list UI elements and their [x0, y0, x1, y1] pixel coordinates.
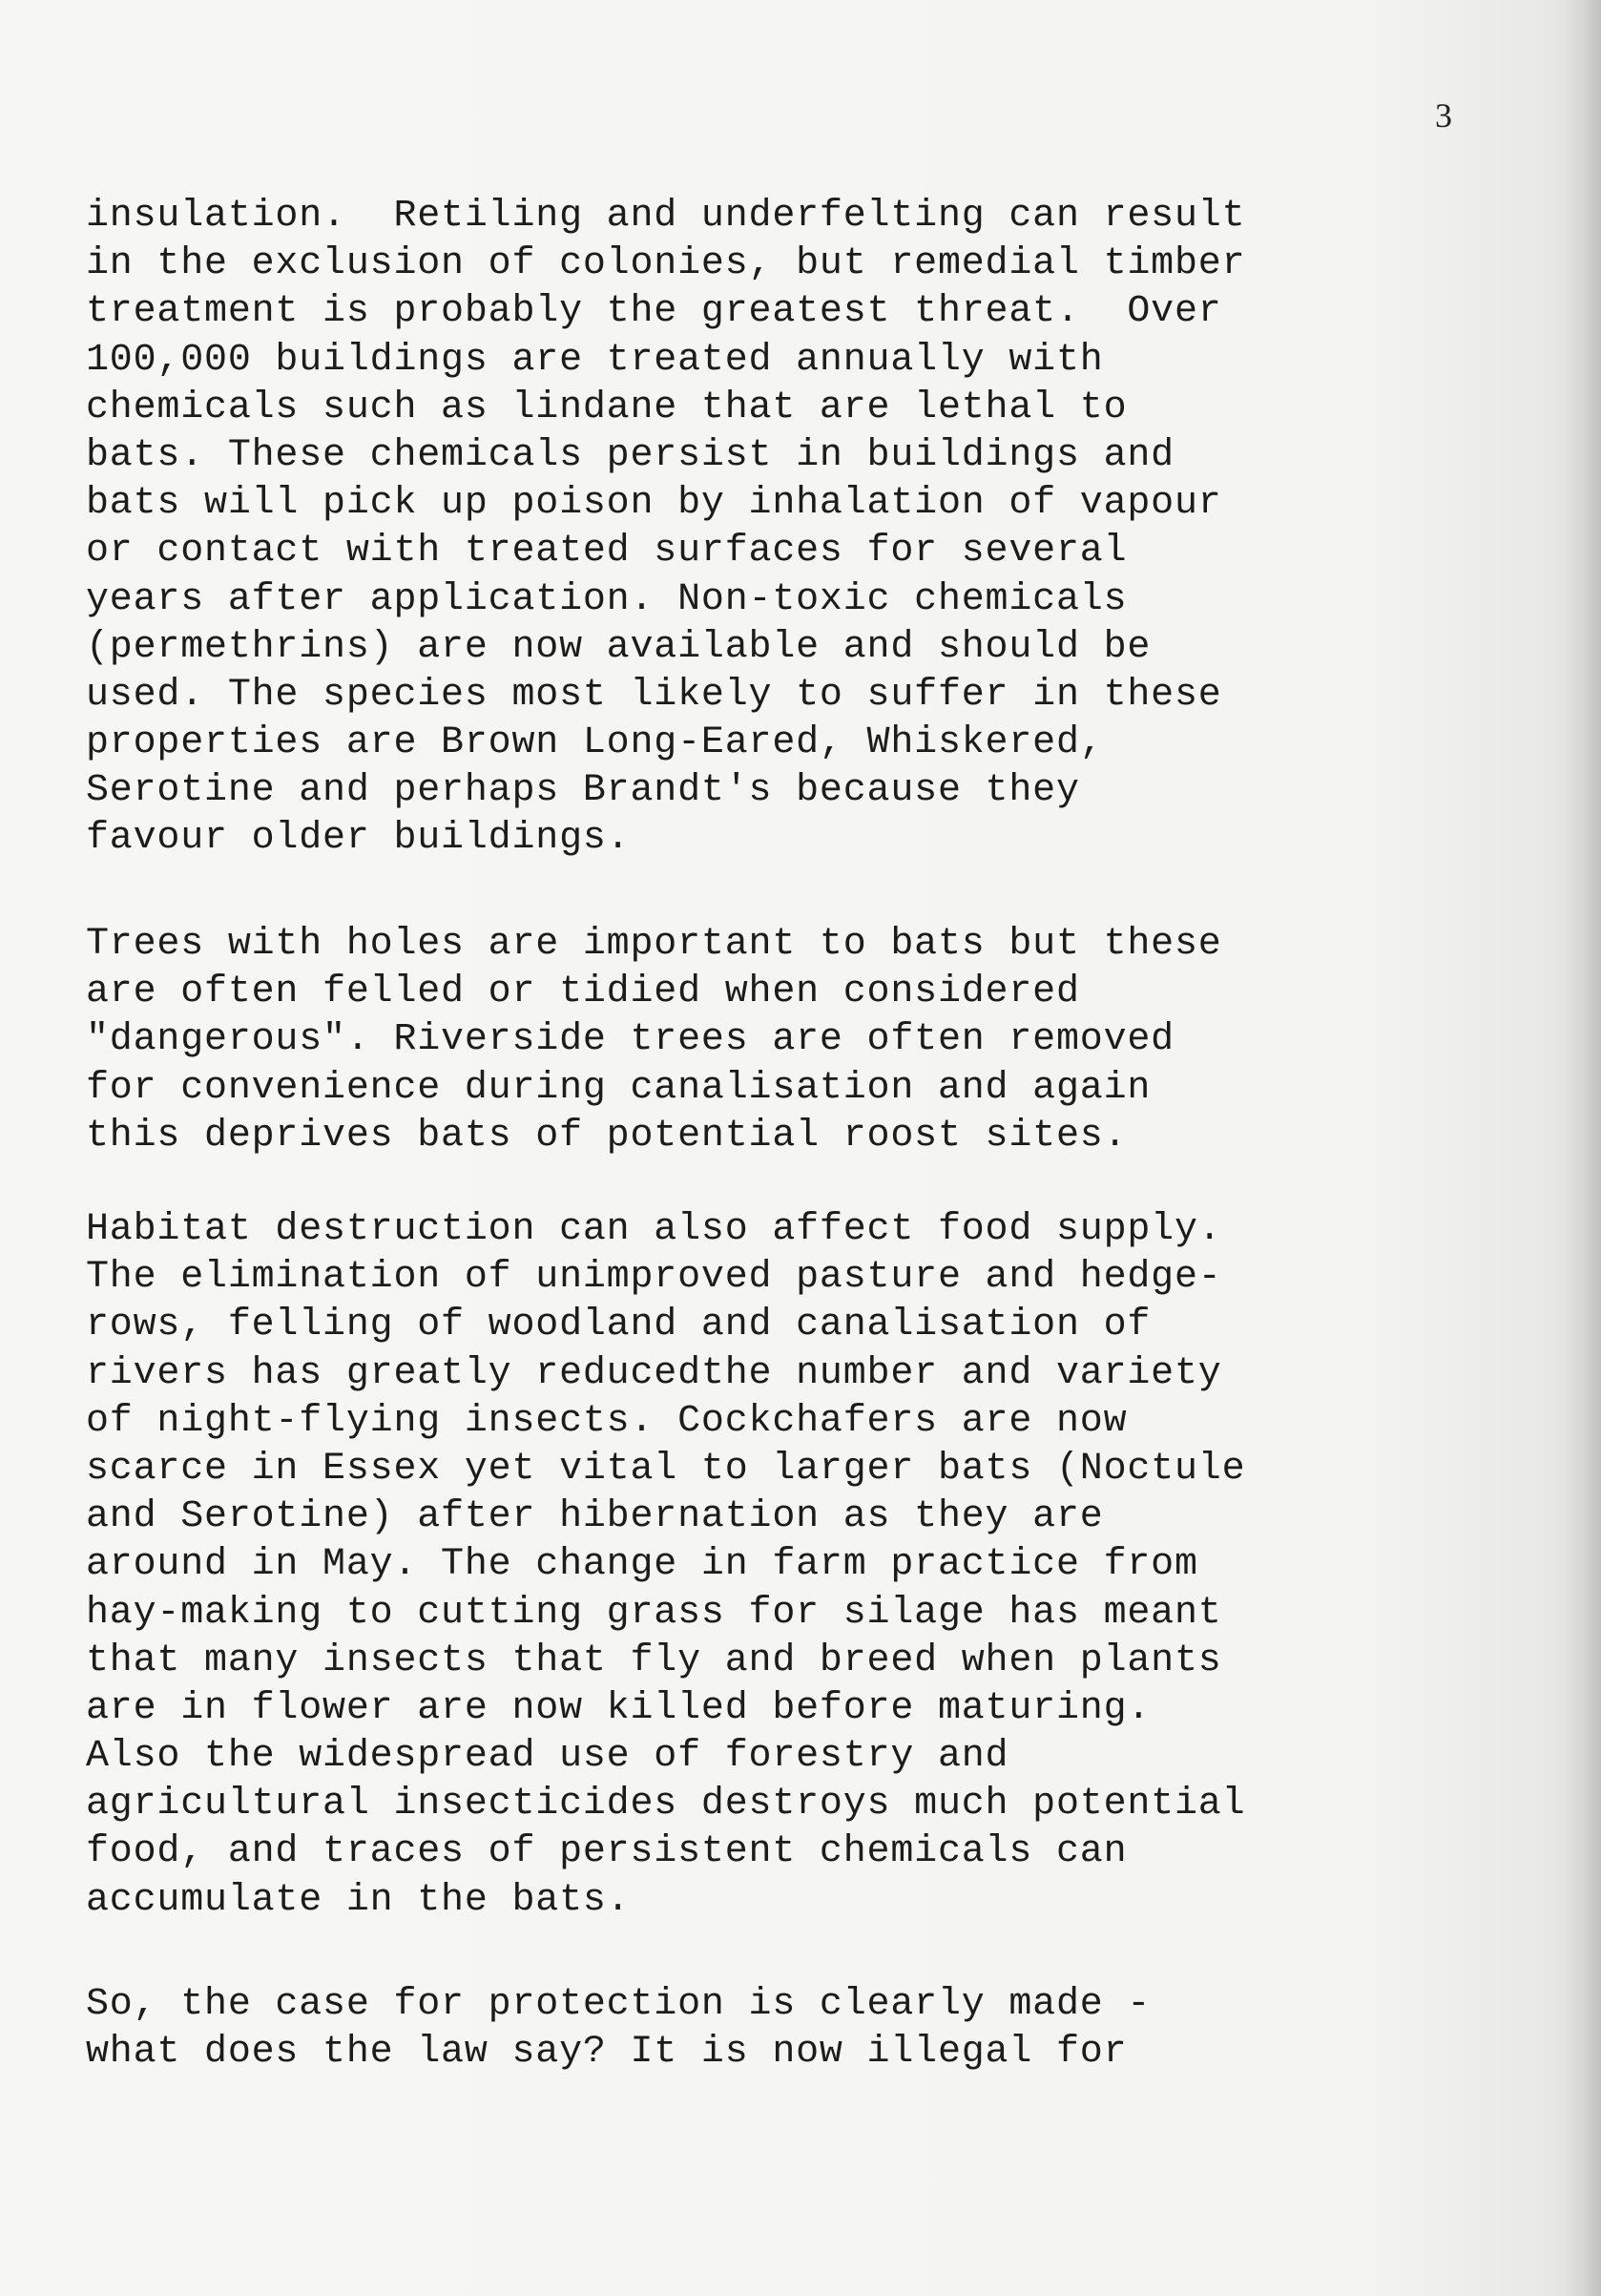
text-line: hay-making to cutting grass for silage has meant	[86, 1591, 1222, 1635]
text-line: Trees with holes are important to bats but these	[86, 923, 1222, 966]
paragraph-habitat	[86, 1206, 1498, 1925]
text-line: this deprives bats of potential roost sites.	[86, 1114, 1128, 1158]
page-edge-shadow	[1565, 0, 1601, 2296]
paragraph-trees	[86, 921, 1498, 1160]
text-line: for convenience during canalisation and again	[86, 1066, 1152, 1110]
page-number: 3	[1435, 96, 1452, 135]
text-line: rows, felling of woodland and canalisation of	[86, 1304, 1152, 1347]
text-line: scarce in Essex yet vital to larger bats (Noctule	[86, 1447, 1246, 1491]
text-line: So, the case for protection is clearly made -	[86, 1983, 1152, 2026]
text-line: and Serotine) after hibernation as they are	[86, 1495, 1104, 1539]
text-line: favour older buildings.	[86, 817, 631, 861]
text-line: Habitat destruction can also affect food supply.	[86, 1208, 1222, 1251]
text-line: chemicals such as lindane that are lethal to	[86, 386, 1128, 429]
text-line: Also the widespread use of forestry and	[86, 1735, 1009, 1779]
text-line: that many insects that fly and breed when plants	[86, 1639, 1222, 1682]
text-line: "dangerous". Riverside trees are often removed	[86, 1018, 1175, 1062]
paragraph-insulation	[86, 193, 1498, 864]
text-line: food, and traces of persistent chemicals can	[86, 1830, 1128, 1874]
text-line: are in flower are now killed before maturing.	[86, 1686, 1152, 1730]
paragraph-protection	[86, 1981, 1498, 2077]
text-line: treatment is probably the greatest threat. Over	[86, 290, 1222, 334]
text-line: bats will pick up poison by inhalation of vapour	[86, 482, 1222, 526]
text-line: in the exclusion of colonies, but remedial timber	[86, 242, 1246, 286]
text-line: years after application. Non-toxic chemicals	[86, 577, 1128, 621]
text-line: agricultural insecticides destroys much potential	[86, 1783, 1246, 1826]
text-line: used. The species most likely to suffer in these	[86, 673, 1222, 717]
text-line: what does the law say? It is now illegal for	[86, 2031, 1128, 2075]
text-line: accumulate in the bats.	[86, 1878, 631, 1922]
text-line: or contact with treated surfaces for several	[86, 530, 1128, 574]
text-line: of night-flying insects. Cockchafers are now	[86, 1399, 1128, 1443]
text-line: (permethrins) are now available and should be	[86, 625, 1152, 669]
text-line: bats. These chemicals persist in buildings and	[86, 433, 1175, 477]
text-line: The elimination of unimproved pasture and hedge-	[86, 1256, 1222, 1300]
text-line: Serotine and perhaps Brandt's because they	[86, 769, 1080, 813]
text-line: insulation. Retiling and underfelting can result	[86, 195, 1246, 238]
text-line: are often felled or tidied when considered	[86, 971, 1080, 1014]
text-line: rivers has greatly reducedthe number and variety	[86, 1351, 1222, 1395]
text-line: 100,000 buildings are treated annually with	[86, 338, 1104, 382]
text-line: around in May. The change in farm practice from	[86, 1543, 1198, 1587]
text-line: properties are Brown Long-Eared, Whiskered,	[86, 721, 1104, 765]
